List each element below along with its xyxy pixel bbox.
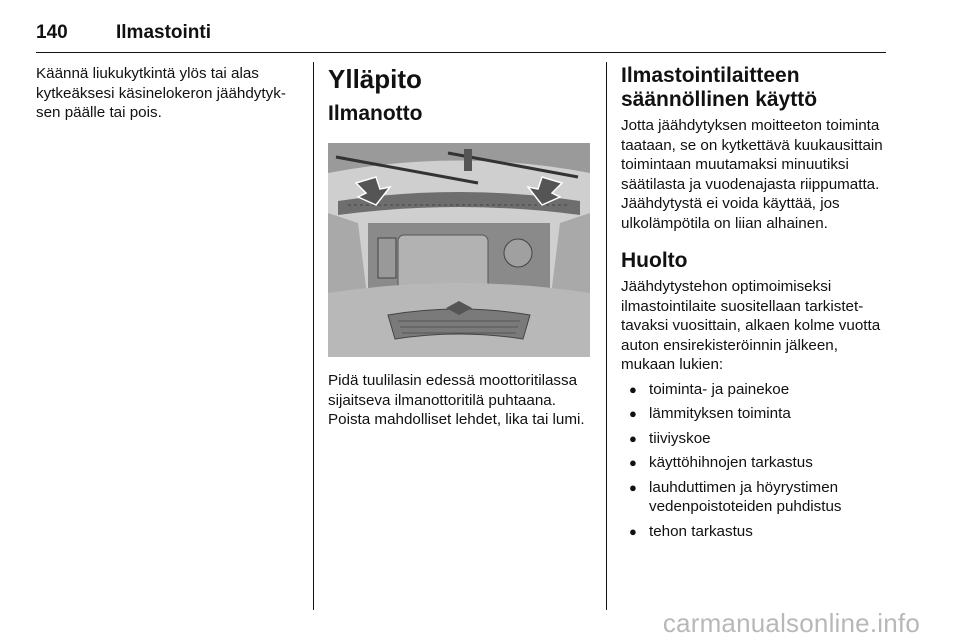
subheading-air-intake: Ilmanotto [328,102,423,125]
column-left [36,64,298,123]
bullet-icon: ● [629,381,637,397]
bullet-icon: ● [629,523,637,539]
bullet-icon: ● [629,406,637,421]
section-heading-service: Huolto [621,249,688,272]
bullet-icon: ● [629,430,637,446]
bullet-icon: ● [629,479,637,495]
watermark: carmanualsonline.info [662,608,920,638]
column-middle [328,64,590,430]
list-item: ● tiiviyskoe [629,429,711,447]
list-item: ● toiminta- ja painekoe [629,380,790,398]
header-rule [36,52,886,53]
engine-bay-drawing [328,143,590,357]
engine-bay-illustration [328,143,590,357]
section-heading-regular-use: Ilmastointilaitteen säännöllinen käyttö [621,64,818,111]
page-number: 140 [36,22,68,43]
list-item: ● lämmityksen toiminta [629,405,791,422]
service-text: Jäähdytystehon optimoimiseksi ilmastointilaite suositellaan tarkistettavaksi vuosittain, alkaen kolme vuotta auton ensirekisteröinnin jälkeen, mukaan lukien: [621,278,881,373]
column-divider [313,62,314,610]
list-item: ● tehon tarkastus [629,522,753,540]
column-right [621,64,886,541]
service-checklist [621,380,886,542]
column-divider [606,62,607,610]
page-header [36,22,886,50]
bonnet-prop-rod [464,149,472,171]
regular-use-text: Jotta jäähdytyksen moitteeton toiminta taataan, se on kytkettävä kuukausittain toimintaan muutamaksi minuutiksi säätilasta ja vuodenajasta riippumatta. Jäähdytystä ei voida käyttää, jos ulkolämpötila on liian alhainen. [621,117,883,232]
air-intake-instruction: Pidä tuulilasin edessä moottoritilassa sijaitseva ilmanottoritilä puhtaana. Poista mahdolliset lehdet, lika tai lumi. [328,372,585,428]
section-heading-maintenance: Ylläpito [328,64,422,94]
engine-cover [398,235,488,290]
chapter-title: Ilmastointi [116,22,212,43]
list-item: ● lauhduttimen ja höyrystimen vedenpoistoteiden puhdistus [629,478,842,515]
bullet-icon: ● [629,455,637,470]
list-item: ● käyttöhihnojen tarkastus [629,454,813,471]
glovebox-cooling-text: Käännä liukukytkintä ylös tai alas kytkeäksesi käsinelokeron jäähdytyksen päälle tai pois. [36,65,286,121]
